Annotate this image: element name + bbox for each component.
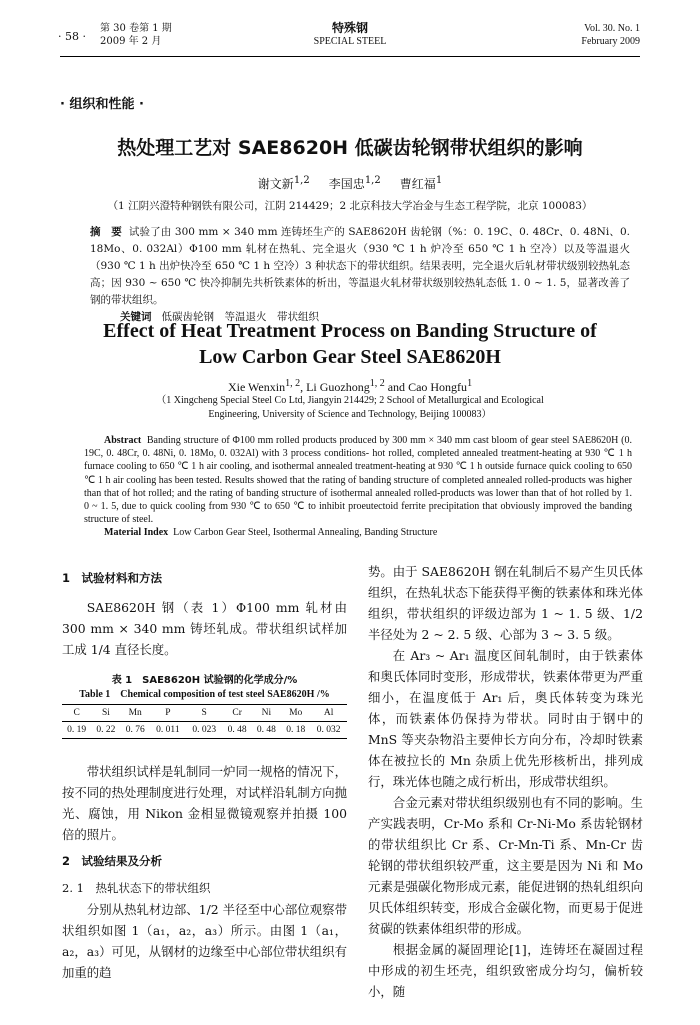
header-rule <box>60 56 640 57</box>
body-left-column <box>62 568 347 983</box>
table-cell: 0. 18 <box>281 722 310 739</box>
keywords-en-text: Low Carbon Gear Steel, Isothermal Annealing, Banding Structure <box>173 527 438 539</box>
table-caption-cn: 表 1 SAE8620H 试验钢的化学成分/% <box>111 675 298 686</box>
author-en-2-affil: 1, 2 <box>369 378 385 389</box>
affiliation-en: （1 Xingcheng Special Steel Co Ltd, Jiangyin 214429; 2 School of Metallurgical and Ecological Engineering, University of Science and Technology, Beijing 100083） <box>156 395 544 420</box>
author-2-affil: 1,2 <box>364 175 381 186</box>
title-en-line2: Low Carbon Gear Steel SAE8620H <box>199 346 501 368</box>
author-3: 曹红福 <box>399 177 436 191</box>
running-header <box>60 22 640 56</box>
table-header: C <box>62 705 91 722</box>
abstract-en <box>84 434 632 540</box>
author-1-affil: 1,2 <box>293 175 310 186</box>
left-paragraph-1: SAE8620H 钢（表 1）Φ100 mm 轧材由 300 mm × 340 mm 铸坯轧成。带状组织试样加工成 1/4 直径长度。 <box>62 600 347 657</box>
author-en-and: and <box>387 380 406 394</box>
table-header: P <box>150 705 186 722</box>
table-header: Mn <box>121 705 150 722</box>
abstract-cn-text: 试验了由 300 mm × 340 mm 连铸坯生产的 SAE8620H 齿轮钢（%：0. 19C、0. 48Cr、0. 48Ni、0. 18Mo、0. 032Al）Φ100 mm 轧材在热轧、完全退火（930 ℃ 1 h 炉冷至 650 ℃ 1 h 空冷）以及等温退火（930 ℃ 1 h 出炉快冷至 650 ℃ 1 h 空冷）3 种状态下的带状组织。结果表明，完全退火后轧材带状级别较热轧态高；因 930 ~ 650 ℃ 快冷抑制先共析铁素体的析出，等温退火轧材带状级别较热轧态低 1. 0 ~ 1. 5，显著改善了钢的带状组织。 <box>90 226 631 306</box>
volume-cn: 第 30 卷第 1 期 <box>100 23 172 34</box>
author-en-3-affil: 1 <box>467 378 473 389</box>
abstract-en-label: Abstract <box>104 435 142 446</box>
keywords-cn-text: 低碳齿轮钢 等温退火 带状组织 <box>161 311 320 323</box>
table-header: Mo <box>281 705 310 722</box>
author-2: 李国忠 <box>328 177 365 191</box>
abstract-cn <box>90 224 630 326</box>
title-cn: 热处理工艺对 SAE8620H 低碳齿轮钢带状组织的影响 <box>117 137 583 159</box>
table-header: S <box>186 705 223 722</box>
body-right-column <box>368 561 643 1002</box>
table-cell: 0. 22 <box>91 722 120 739</box>
table-cell: 0. 48 <box>252 722 281 739</box>
right-paragraph-2: 在 Ar₃ ~ Ar₁ 温度区间轧制时，由于铁素体和奥氏体同时变形，形成带状，铁素体带更为严重细小，在温度低于 Ar₁ 后，奥氏体转变为珠光体，而铁素体仍保持为带状。同时由于钢中的 MnS 等夹杂物沿主要伸长方向分布，冷却时铁素体在被拉长的 Mn 杂质上优先形核析出，排列成行，珠光体也随之成行析出，形成带状组织。 <box>368 648 643 789</box>
abstract-cn-label: 摘 要 <box>90 226 122 238</box>
table-cell: 0. 19 <box>62 722 91 739</box>
keywords-en-label: Material Index <box>104 527 169 539</box>
author-3-affil: 1 <box>435 175 443 186</box>
table-1 <box>62 674 347 739</box>
composition-table <box>62 704 347 739</box>
journal-name-cn: 特殊钢 <box>331 21 368 35</box>
table-header: Ni <box>252 705 281 722</box>
keywords-cn-label: 关键词 <box>120 311 152 323</box>
author-en-2: Li Guozhong <box>306 380 370 394</box>
table-header: Cr <box>223 705 252 722</box>
left-paragraph-2: 带状组织试样是轧制同一炉同一规格的情况下，按不同的热处理制度进行处理，对试样沿轧制方向抛光、腐蚀，用 Nikon 金相显微镜观察并拍摄 100 倍的照片。 <box>62 764 347 842</box>
right-paragraph-4: 根据金属的凝固理论[1]，连铸坯在凝固过程中形成的初生坯壳，组织致密成分均匀，偏析较小，随 <box>368 942 643 999</box>
author-en-3: Cao Hongfu <box>408 380 468 394</box>
right-paragraph-3: 合金元素对带状组织级别也有不同的影响。生产实践表明，Cr-Mo 系和 Cr-Ni-Mo 系齿轮钢材的带状组织比 Cr 系、Cr-Mn-Ti 系、Mn-Cr 齿轮钢的带状组织较严重，这主要是因为 Ni 和 Mo 元素是强碳化物形成元素，能促进钢的热轧组织向贝氏体组织转变，形成合金碳化物，而更易于促进贫碳的铁素体组织带的形成。 <box>368 795 643 936</box>
title-en-line1: Effect of Heat Treatment Process on Banding Structure of <box>103 320 597 342</box>
abstract-en-text: Banding structure of Φ100 mm rolled products produced by 300 mm × 340 mm cast bloom of gear steel SAE8620H (0. 19C, 0. 48Cr, 0. 48Ni, 0. 18Mo, 0. 032Al) with 3 process conditions- hot rolled, completed annealed treatment-heating at 930 ℃ 1 h furnace cooling to 650 ℃ 1 h air cooling, and isothermal annealed treatment-heating at 930 ℃ 1 h outside furnace quick cooling to 650 ℃ 1 h air cooling has been tested. Results showed that the rating of banding structure of completed annealed rolled-products was higher than that of hot rolled; and the rating of banding structure of isothermal annealed rolled-products was lower than that of hot rolled by 1. 0 ~ 1. 5, due to quick cooling from 930 ℃ to 650 ℃ to inhibit proeutectoid ferrite precipitation that obviously improved the banding structure of steel. <box>84 435 633 526</box>
page-number: · 58 · <box>58 30 86 43</box>
keywords-en <box>84 526 632 539</box>
section-label: · 组织和性能 · <box>60 97 144 112</box>
table-cell: 0. 76 <box>121 722 150 739</box>
left-paragraph-3: 分别从热轧材边部、1/2 半径至中心部位观察带状组织如图 1（a₁，a₂，a₃）所示。由图 1（a₁，a₂，a₃）可见，从钢材的边缘至中心部位带状组织有加重的趋 <box>62 902 347 980</box>
author-en-1-affil: 1, 2 <box>285 378 301 389</box>
date-cn: 2009 年 2 月 <box>100 36 162 47</box>
affiliation-cn: （1 江阴兴澄特种钢铁有限公司，江阴 214429；2 北京科技大学冶金与生态工程学院，北京 100083） <box>107 200 593 212</box>
author-en-1: Xie Wenxin <box>227 380 286 394</box>
author-1: 谢文新 <box>257 177 294 191</box>
volume-en: Vol. 30. No. 1 <box>584 23 640 34</box>
date-en: February 2009 <box>581 36 640 47</box>
header-right <box>581 22 640 48</box>
right-paragraph-1: 势。由于 SAE8620H 钢在轧制后不易产生贝氏体组织，在热轧状态下能获得平衡的铁素体和珠光体组织，带状组织的评级边部为 1 ~ 1. 5 级、1/2 半径处为 2 ~ 2. 5 级、心部为 3 ~ 3. 5 级。 <box>368 564 643 642</box>
table-cell: 0. 48 <box>223 722 252 739</box>
heading-2-1: 2. 1 热轧状态下的带状组织 <box>62 881 211 895</box>
journal-name-en: SPECIAL STEEL <box>313 36 387 47</box>
table-header: Al <box>310 705 347 722</box>
title-en <box>60 318 640 370</box>
table-cell: 0. 023 <box>186 722 223 739</box>
heading-2: 2 试验结果及分析 <box>62 854 163 868</box>
authors-en: Xie Wenxin$^{1, 2}$, Li Guozhong$^{1, 2}$ and Cao Hongfu$^1$ <box>227 378 473 394</box>
heading-1: 1 试验材料和方法 <box>62 571 163 585</box>
table-cell: 0. 011 <box>150 722 186 739</box>
table-cell: 0. 032 <box>310 722 347 739</box>
table-caption-en: Table 1 Chemical composition of test steel SAE8620H /% <box>79 689 330 700</box>
authors-cn <box>60 175 640 192</box>
table-header: Si <box>91 705 120 722</box>
header-center <box>60 22 640 48</box>
